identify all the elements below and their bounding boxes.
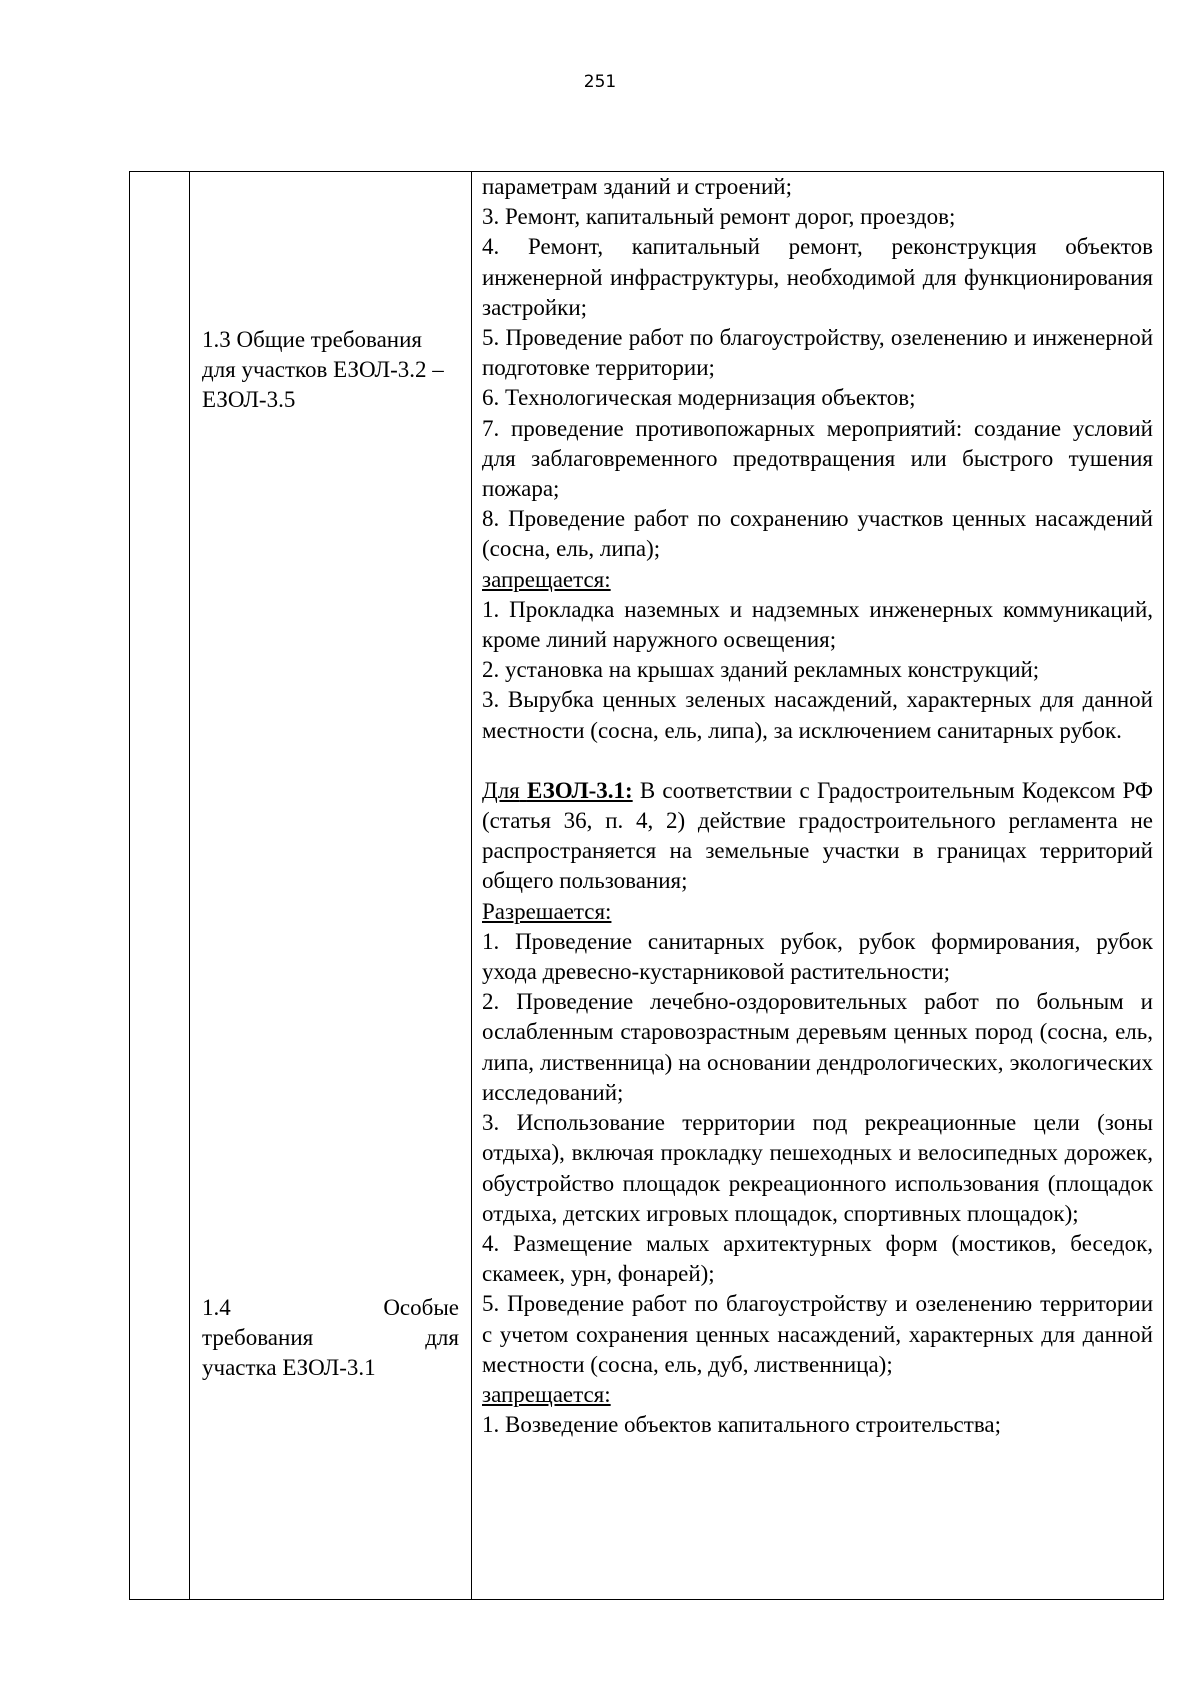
list-item: 4. Размещение малых архитектурных форм (мостиков, беседок, скамеек, урн, фонарей); bbox=[482, 1230, 1153, 1287]
intro-paragraph bbox=[482, 776, 1153, 897]
requirement-label-cell bbox=[190, 172, 472, 1600]
list-item: 3. Использование территории под рекреационные цели (зоны отдыха), включая прокладку пешеходных и велосипедных дорожек, обустройство площадок рекреационного использования (площадок отдыха, детских игровых площадок, спортивных площадок); bbox=[482, 1110, 1153, 1226]
list-item: 1. Возведение объектов капитального строительства; bbox=[482, 1412, 1001, 1438]
list-item: 1. Проведение санитарных рубок, рубок формирования, рубок ухода древесно-кустарниковой растительности; bbox=[482, 928, 1153, 985]
table-row bbox=[130, 172, 1164, 1600]
label-part: 1.4 bbox=[202, 1295, 231, 1320]
section-label-1-4 bbox=[202, 1293, 459, 1384]
list-item: 3. Ремонт, капитальный ремонт дорог, проездов; bbox=[482, 204, 956, 230]
list-item: 2. Проведение лечебно-оздоровительных работ по больным и ослабленным старовозрастным деревьям ценных пород (сосна, ель, липа, лиственница) на основании дендрологических, экологических исследований; bbox=[482, 989, 1153, 1105]
intro-prefix: Для bbox=[482, 777, 520, 803]
list-item: 6. Технологическая модернизация объектов; bbox=[482, 385, 916, 411]
list-item: параметрам зданий и строений; bbox=[482, 174, 792, 199]
page-number: 251 bbox=[583, 72, 617, 92]
section-label-1-3: 1.3 Общие требования для участков ЕЗОЛ-3.2 – ЕЗОЛ-3.5 bbox=[202, 327, 444, 413]
list-item: 4. Ремонт, капитальный ремонт, реконструкция объектов инженерной инфраструктуры, необходимой для функционирования застройки; bbox=[482, 234, 1153, 320]
number-cell bbox=[130, 172, 190, 1600]
prohibited-heading: запрещается: bbox=[482, 1381, 611, 1407]
allowed-heading: Разрешается: bbox=[482, 898, 612, 924]
regulations-table bbox=[129, 171, 1164, 1600]
list-item: 2. установка на крышах зданий рекламных конструкций; bbox=[482, 657, 1040, 683]
label-part: участка ЕЗОЛ-3.1 bbox=[202, 1355, 376, 1381]
list-item: 1. Прокладка наземных и надземных инженерных коммуникаций, кроме линий наружного освещения; bbox=[482, 596, 1153, 653]
prohibited-heading: запрещается: bbox=[482, 566, 611, 592]
list-item: 7. проведение противопожарных мероприятий: создание условий для заблаговременного предотвращения или быстрого тушения пожара; bbox=[482, 415, 1153, 502]
list-item: 5. Проведение работ по благоустройству и озеленению территории с учетом сохранения ценных насаждений, характерных для данной местности (сосна, ель, дуб, лиственница); bbox=[482, 1291, 1153, 1377]
label-part: Особые bbox=[383, 1295, 459, 1320]
list-item: 5. Проведение работ по благоустройству, озеленению и инженерной подготовке территории; bbox=[482, 325, 1153, 381]
label-part: для bbox=[425, 1325, 459, 1351]
list-item: 8. Проведение работ по сохранению участков ценных насаждений (сосна, ель, липа); bbox=[482, 506, 1153, 562]
intro-text: В соответствии с Градостроительным Кодексом РФ (статья 36, п. 4, 2) действие градостроительного регламента не распространяется на земельные участки в границах территорий общего пользования; bbox=[482, 777, 1154, 894]
label-part: требования bbox=[202, 1325, 314, 1351]
list-item: 3. Вырубка ценных зеленых насаждений, характерных для данной местности (сосна, ель, липа), за исключением санитарных рубок. bbox=[482, 687, 1153, 743]
requirement-text-cell bbox=[472, 172, 1164, 1600]
zone-code: ЕЗОЛ-3.1: bbox=[526, 777, 633, 803]
